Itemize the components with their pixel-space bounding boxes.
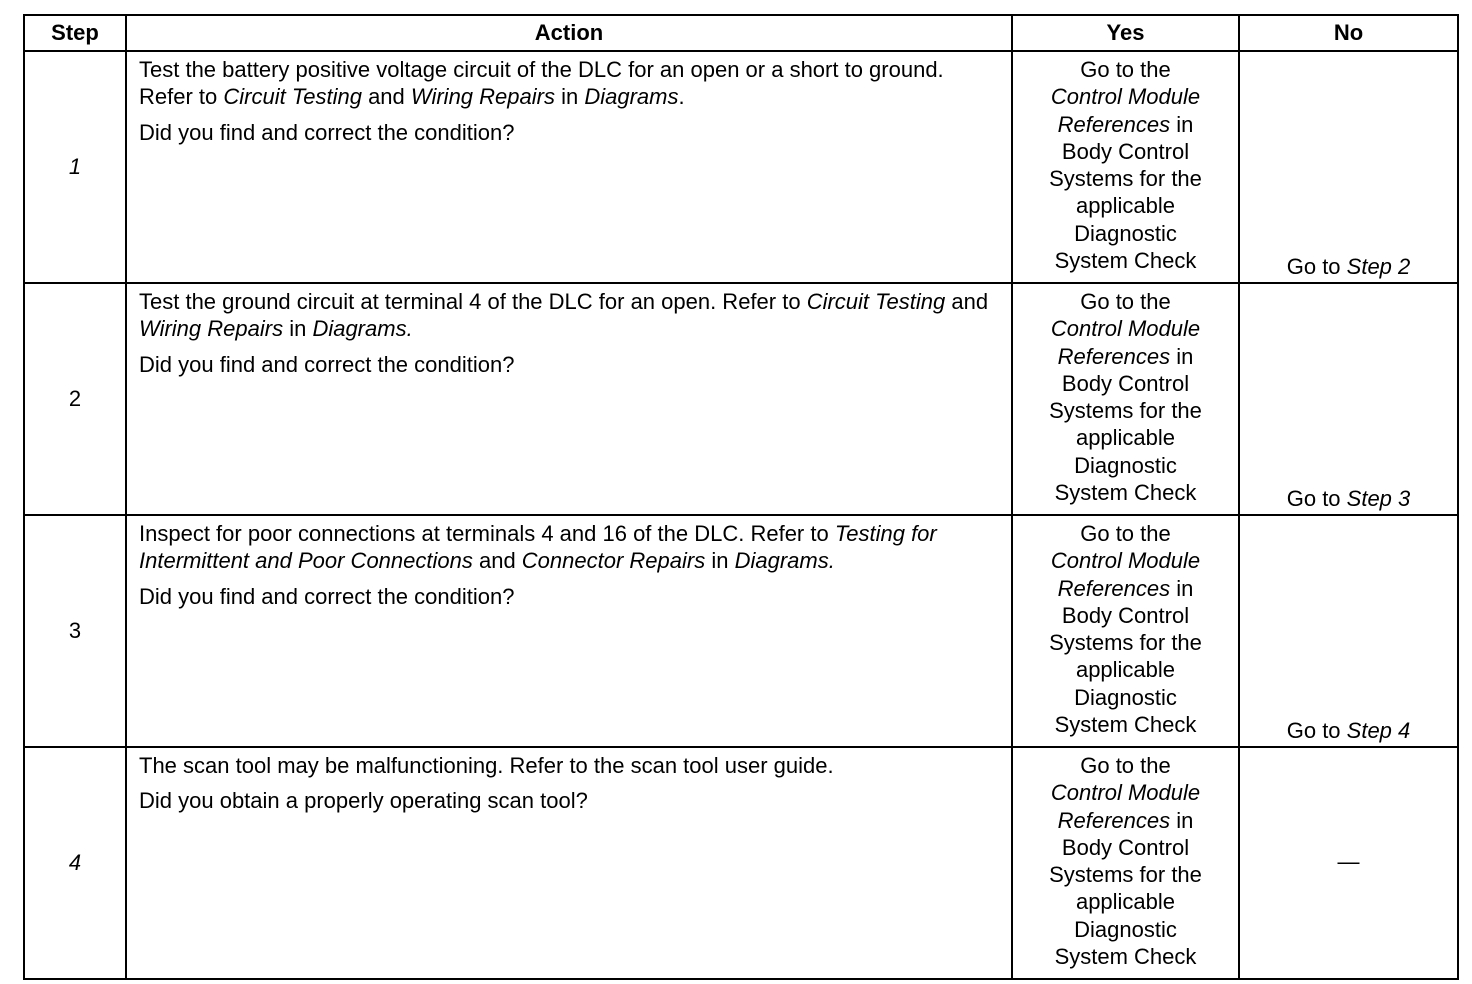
- table-row: [24, 747, 1458, 979]
- action-text: Test the battery positive voltage circuit of the DLC for an open or a short to ground. Refer to Circuit Testing and Wiring Repairs in Diagrams.: [139, 57, 944, 110]
- header-step: Step: [24, 15, 126, 51]
- header-action: Action: [126, 15, 1012, 51]
- step-number: 1: [24, 51, 126, 283]
- action-question: Did you obtain a properly operating scan tool?: [139, 788, 588, 814]
- header-row: [24, 15, 1458, 51]
- step-number: 3: [24, 515, 126, 747]
- action-text: The scan tool may be malfunctioning. Refer to the scan tool user guide.: [139, 753, 834, 778]
- yes-cell: Go to the Control Module References in Body Control Systems for the applicable Diagnostic System Check: [1012, 283, 1239, 515]
- action-question: Did you find and correct the condition?: [139, 583, 515, 609]
- action-cell: [126, 747, 1012, 979]
- yes-cell: Go to the Control Module References in Body Control Systems for the applicable Diagnostic System Check: [1012, 515, 1239, 747]
- no-cell: Go to Step 3: [1239, 283, 1458, 515]
- action-text: Inspect for poor connections at terminals 4 and 16 of the DLC. Refer to Testing for Intermittent and Poor Connections and Connector Repairs in Diagrams.: [139, 521, 937, 574]
- table-row: [24, 51, 1458, 283]
- action-cell: [126, 283, 1012, 515]
- step-number: 2: [24, 283, 126, 515]
- table-row: [24, 515, 1458, 747]
- step-number: 4: [24, 747, 126, 979]
- yes-cell: Go to the Control Module References in Body Control Systems for the applicable Diagnostic System Check: [1012, 51, 1239, 283]
- action-text: Test the ground circuit at terminal 4 of the DLC for an open. Refer to Circuit Testing and Wiring Repairs in Diagrams.: [139, 289, 989, 342]
- no-cell: Go to Step 2: [1239, 51, 1458, 283]
- header-no: No: [1239, 15, 1458, 51]
- no-cell: —: [1239, 747, 1458, 979]
- action-cell: [126, 515, 1012, 747]
- table-row: [24, 283, 1458, 515]
- yes-cell: Go to the Control Module References in Body Control Systems for the applicable Diagnostic System Check: [1012, 747, 1239, 979]
- action-question: Did you find and correct the condition?: [139, 119, 515, 145]
- action-question: Did you find and correct the condition?: [139, 351, 515, 377]
- action-cell: [126, 51, 1012, 283]
- header-yes: Yes: [1012, 15, 1239, 51]
- no-cell: Go to Step 4: [1239, 515, 1458, 747]
- diagnostic-steps-table: [23, 14, 1459, 980]
